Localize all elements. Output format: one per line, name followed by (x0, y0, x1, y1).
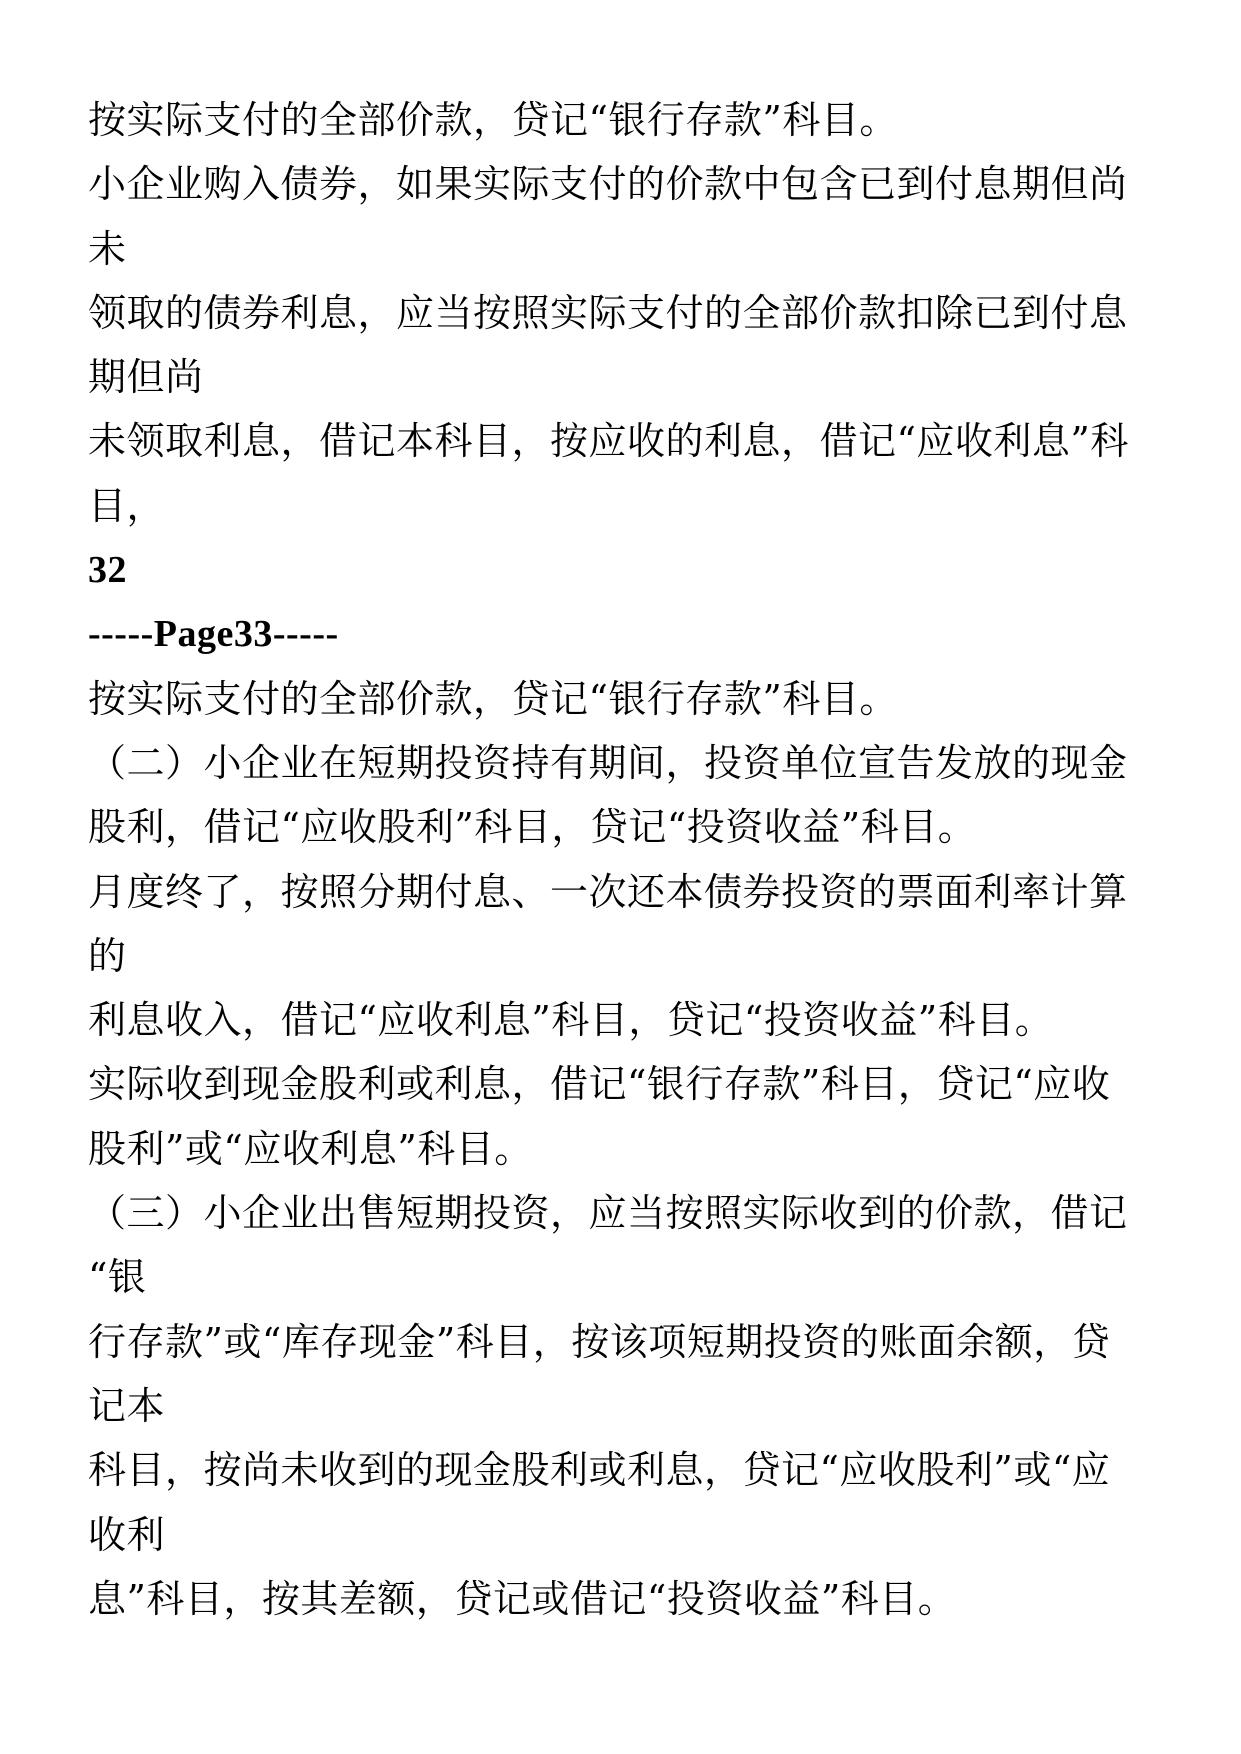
text-line: “银 (88, 1255, 147, 1300)
text-line: 领取的债券利息，应当按照实际支付的全部价款扣除已到付息 (88, 290, 1128, 335)
text-line: 按实际支付的全部价款，贷记“银行存款”科目。 (88, 676, 898, 721)
text-line: 行存款”或“库存现金”科目，按该项短期投资的账面余额，贷 (88, 1319, 1111, 1364)
text-line: 小企业购入债券，如果实际支付的价款中包含已到付息期但尚 (88, 162, 1128, 207)
text-body (88, 88, 1168, 1631)
text-line: 月度终了，按照分期付息、一次还本债券投资的票面利率计算 (88, 869, 1128, 914)
text-line: 科目，按尚未收到的现金股利或利息，贷记“应收股利”或“应 (88, 1448, 1111, 1493)
text-line: 按实际支付的全部价款，贷记“银行存款”科目。 (88, 98, 898, 142)
text-line: 期但尚 (88, 355, 204, 400)
text-line: 股利”或“应收利息”科目。 (88, 1126, 533, 1171)
text-line: 记本 (88, 1383, 166, 1428)
text-line: 未领取利息，借记本科目，按应收的利息，借记“应收利息”科 (88, 419, 1129, 464)
text-line: 利息收入，借记“应收利息”科目，贷记“投资收益”科目。 (88, 998, 1054, 1043)
text-line: 的 (88, 933, 127, 978)
text-line: 未 (88, 226, 127, 271)
text-line: （三）小企业出售短期投资，应当按照实际收到的价款，借记 (88, 1191, 1128, 1236)
page-number: 32 (88, 549, 127, 592)
text-line: 目， (88, 483, 166, 528)
text-line: 收利 (88, 1512, 166, 1557)
text-line: （二）小企业在短期投资持有期间，投资单位宣告发放的现金 (88, 740, 1128, 785)
text-line: 息”科目，按其差额，贷记或借记“投资收益”科目。 (88, 1576, 957, 1621)
page-separator: -----Page33----- (88, 613, 339, 656)
text-line: 实际收到现金股利或利息，借记“银行存款”科目，贷记“应收 (88, 1062, 1111, 1107)
text-line: 股利，借记“应收股利”科目，贷记“投资收益”科目。 (88, 805, 977, 850)
